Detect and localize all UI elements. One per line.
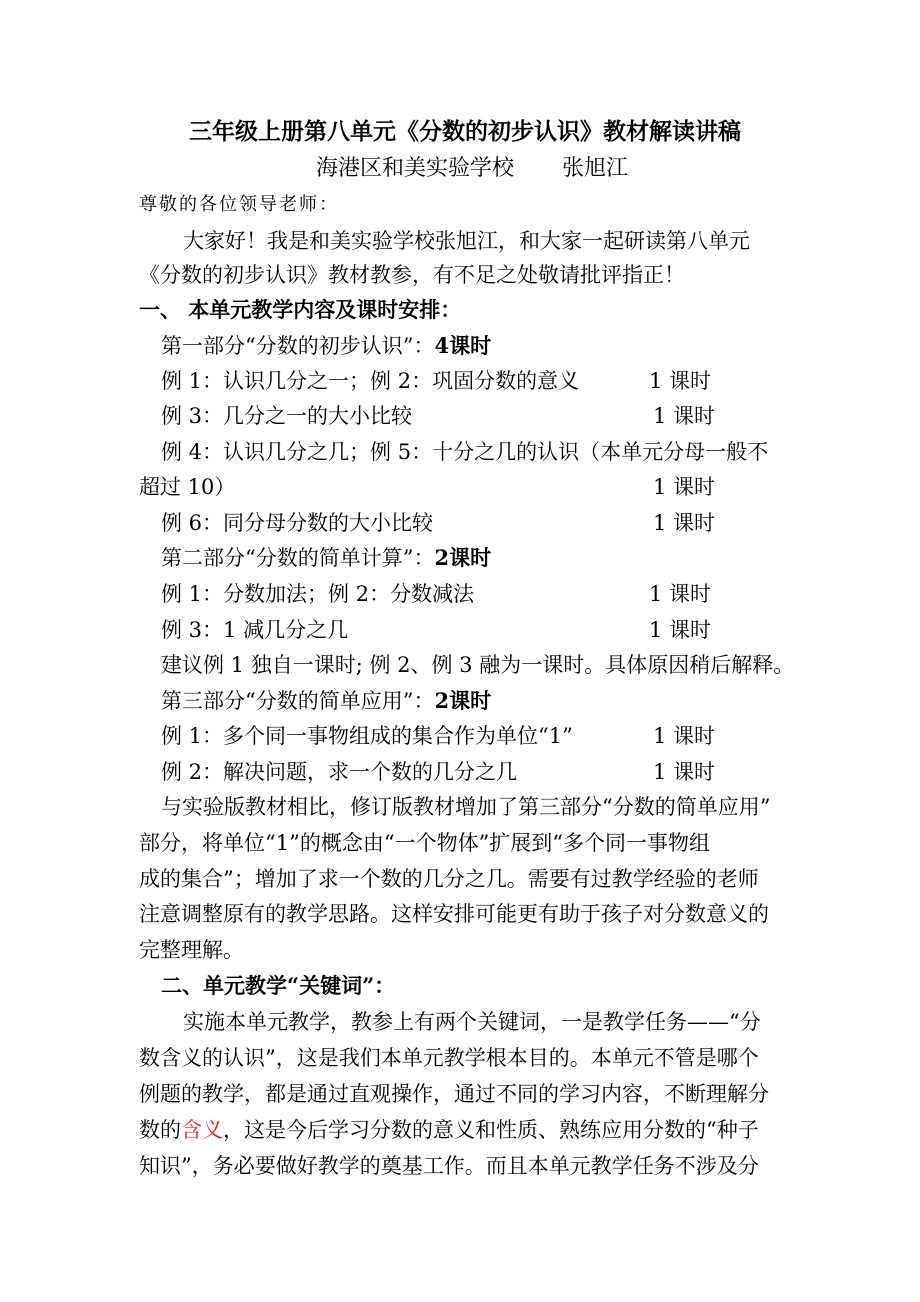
section-2-heading: 二、单元教学“关键词”： bbox=[161, 973, 396, 998]
salutation: 尊敬的各位领导老师： bbox=[139, 194, 339, 215]
part-1-item-4: 例 6：同分母分数的大小比较 bbox=[161, 511, 434, 535]
section-2-line-4-pre: 数的 bbox=[139, 1118, 181, 1142]
part-3-hours: 2课时 bbox=[434, 688, 492, 713]
part-1-item-4-hours: 1 课时 bbox=[653, 511, 716, 535]
part-2-heading bbox=[161, 543, 920, 573]
part-2-item-1-hours: 1 课时 bbox=[649, 582, 712, 606]
comparison-line-4: 注意调整原有的教学思路。这样安排可能更有助于孩子对分数意义的 bbox=[139, 902, 769, 926]
document-title: 三年级上册第八单元《分数的初步认识》教材解读讲稿 bbox=[189, 118, 741, 145]
part-1-item-3-hours: 1 课时 bbox=[653, 475, 716, 499]
part-1-item-2-hours: 1 课时 bbox=[653, 404, 716, 428]
part-2-note: 建议例 1 独自一课时; 例 2、例 3 融为一课时。具体原因稍后解释。 bbox=[161, 653, 795, 677]
section-2-line-1: 实施本单元教学，教参上有两个关键词，一是教学任务——“分 bbox=[183, 1010, 761, 1034]
part-1-item-1: 例 1：认识几分之一；例 2：巩固分数的意义 bbox=[161, 369, 580, 393]
part-1-hours: 4课时 bbox=[434, 333, 492, 358]
comparison-line-5: 完整理解。 bbox=[139, 938, 244, 962]
intro-line-2: 《分数的初步认识》教材教参，有不足之处敬请批评指正！ bbox=[139, 263, 685, 287]
section-2-line-4 bbox=[139, 1115, 920, 1145]
document-subtitle bbox=[316, 151, 628, 182]
part-1-item-2: 例 3：几分之一的大小比较 bbox=[161, 404, 413, 428]
part-3-heading bbox=[161, 686, 920, 716]
section-2-line-3: 例题的教学，都是通过直观操作，通过不同的学习内容，不断理解分 bbox=[139, 1082, 769, 1106]
section-2-line-4-post: ，这是今后学习分数的意义和性质、熟练应用分数的“种子 bbox=[223, 1118, 759, 1142]
comparison-line-1: 与实验版教材相比，修订版教材增加了第三部分“分数的简单应用” bbox=[161, 795, 771, 819]
part-3-item-1: 例 1：多个同一事物组成的集合作为单位“1” bbox=[161, 724, 573, 748]
highlighted-term: 含义 bbox=[181, 1118, 223, 1142]
part-3-item-1-hours: 1 课时 bbox=[653, 724, 716, 748]
section-2-line-5: 知识”，务必要做好教学的奠基工作。而且本单元教学任务不涉及分 bbox=[139, 1154, 759, 1178]
school-name: 海港区和美实验学校 bbox=[316, 156, 515, 181]
part-3-label: 第三部分“分数的简单应用”： bbox=[161, 689, 435, 713]
section-2-line-2: 数含义的认识”，这是我们本单元教学根本目的。本单元不管是哪个 bbox=[139, 1046, 759, 1070]
part-3-item-2-hours: 1 课时 bbox=[653, 760, 716, 784]
part-3-item-2: 例 2：解决问题，求一个数的几分之几 bbox=[161, 760, 518, 784]
part-2-hours: 2课时 bbox=[434, 545, 492, 570]
intro-line-1: 大家好！我是和美实验学校张旭江，和大家一起研读第八单元 bbox=[183, 229, 750, 253]
part-1-item-3-continued: 超过 10） bbox=[139, 475, 236, 499]
part-2-label: 第二部分“分数的简单计算”： bbox=[161, 546, 435, 570]
comparison-line-3: 成的集合”；增加了求一个数的几分之几。需要有过教学经验的老师 bbox=[139, 867, 759, 891]
part-1-item-1-hours: 1 课时 bbox=[649, 369, 712, 393]
section-1-heading: 一、 本单元教学内容及课时安排： bbox=[139, 297, 462, 322]
part-1-label: 第一部分“分数的初步认识”： bbox=[161, 334, 435, 358]
author-name: 张旭江 bbox=[562, 156, 629, 181]
part-2-item-2-hours: 1 课时 bbox=[649, 618, 712, 642]
part-1-heading bbox=[161, 331, 920, 361]
part-2-item-2: 例 3：1 减几分之几 bbox=[161, 618, 349, 642]
comparison-line-2: 部分，将单位“1”的概念由“一个物体”扩展到“多个同一事物组 bbox=[139, 831, 711, 855]
part-2-item-1: 例 1：分数加法；例 2：分数减法 bbox=[161, 582, 475, 606]
part-1-item-3: 例 4：认识几分之几；例 5：十分之几的认识（本单元分母一般不 bbox=[161, 440, 769, 464]
